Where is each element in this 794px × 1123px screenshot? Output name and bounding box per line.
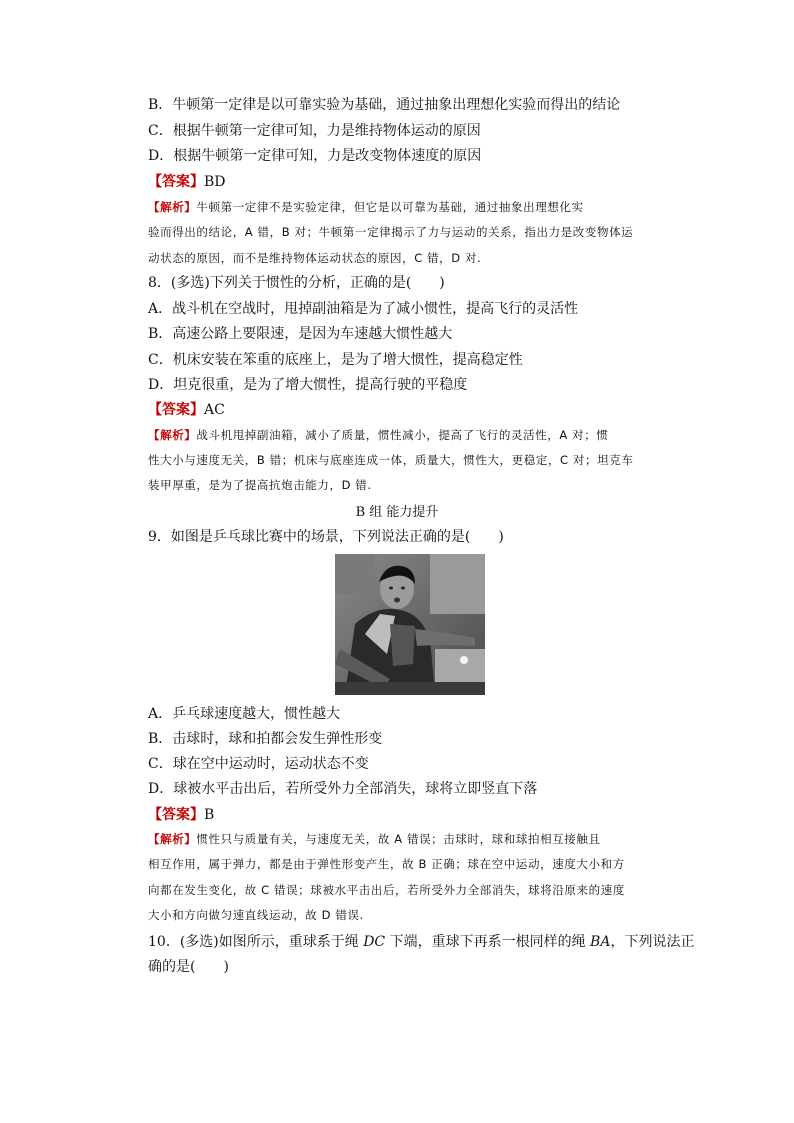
q9-option-b: B．击球时，球和拍都会发生弹性形变: [148, 731, 383, 747]
q7-answer: [148, 173, 226, 191]
q7-explain-line-2: 验而得出的结论，A 错，B 对；牛顿第一定律揭示了力与运动的关系，指出力是改变物体运: [148, 225, 634, 239]
q9-explain-line-4: 大小和方向做匀速直线运动，故 D 错误.: [148, 908, 364, 922]
q8-option-a: A．战斗机在空战时，甩掉副油箱是为了减小惯性，提高飞行的灵活性: [148, 301, 579, 317]
q9-explain-line-2: 相互作用，属于弹力，都是由于弹性形变产生，故 B 正确；球在空中运动，速度大小和方: [148, 857, 625, 871]
rope-dc-label: DC: [363, 934, 386, 950]
answer-tag: 【答案】: [148, 174, 204, 190]
explain-tag: 【解析】: [148, 832, 197, 846]
q8-explain-line-3: 装甲厚重，是为了提高抗炮击能力，D 错.: [148, 478, 372, 492]
q7-option-d: D．根据牛顿第一定律可知，力是改变物体速度的原因: [148, 148, 482, 164]
q7-option-c: C．根据牛顿第一定律可知，力是维持物体运动的原因: [148, 123, 481, 139]
q9-answer: [148, 806, 214, 824]
answer-value: AC: [204, 402, 225, 418]
q10-stem-line-1: 10．(多选)如图所示，重球系于绳 DC 下端，重球下再系一根同样的绳 BA，下列说法正: [148, 934, 695, 950]
q9-stem: 9．如图是乒乓球比赛中的场景，下列说法正确的是( ): [148, 529, 504, 545]
q9-option-d: D．球被水平击出后，若所受外力全部消失，球将立即竖直下落: [148, 781, 538, 797]
explain-tag: 【解析】: [148, 200, 197, 214]
q9-explain-line-3: 向都在发生变化，故 C 错误；球被水平击出后，若所受外力全部消失，球将沿原来的速度: [148, 883, 625, 897]
q8-explain-line-2: 性大小与速度无关，B 错；机床与底座连成一体，质量大，惯性大，更稳定，C 对；坦克车: [148, 453, 634, 467]
q7-explain-line-1: 【解析】牛顿第一定律不是实验定律，但它是以可靠为基础，通过抽象出理想化实: [148, 200, 584, 214]
q8-answer: [148, 401, 225, 419]
q8-stem: 8．(多选)下列关于惯性的分析，正确的是( ): [148, 275, 445, 291]
q8-option-b: B．高速公路上要限速，是因为车速越大惯性越大: [148, 326, 453, 342]
q7-explain-line-3: 动状态的原因，而不是维持物体运动状态的原因，C 错，D 对.: [148, 251, 482, 265]
answer-value: BD: [204, 174, 226, 190]
table-tennis-photo: [335, 554, 485, 695]
q9-option-a: A．乒乓球速度越大，惯性越大: [148, 706, 341, 722]
answer-tag: 【答案】: [148, 402, 204, 418]
rope-ba-label: BA: [590, 934, 611, 950]
section-heading: B 组 能力提升: [355, 505, 439, 520]
q10-stem-line-2: 确的是( ): [148, 959, 229, 975]
q9-option-c: C．球在空中运动时，运动状态不变: [148, 756, 369, 772]
explain-tag: 【解析】: [148, 428, 197, 442]
q8-option-d: D．坦克很重，是为了增大惯性，提高行驶的平稳度: [148, 377, 468, 393]
answer-tag: 【答案】: [148, 807, 204, 823]
q8-explain-line-1: 【解析】战斗机甩掉副油箱，减小了质量，惯性减小，提高了飞行的灵活性，A 对；惯: [148, 428, 609, 442]
q7-option-b: B．牛顿第一定律是以可靠实验为基础，通过抽象出理想化实验而得出的结论: [148, 97, 621, 113]
q9-explain-line-1: 【解析】惯性只与质量有关，与速度无关，故 A 错误；击球时，球和球拍相互接触且: [148, 832, 601, 846]
q8-option-c: C．机床安装在笨重的底座上，是为了增大惯性，提高稳定性: [148, 352, 523, 368]
answer-value: B: [204, 807, 215, 823]
